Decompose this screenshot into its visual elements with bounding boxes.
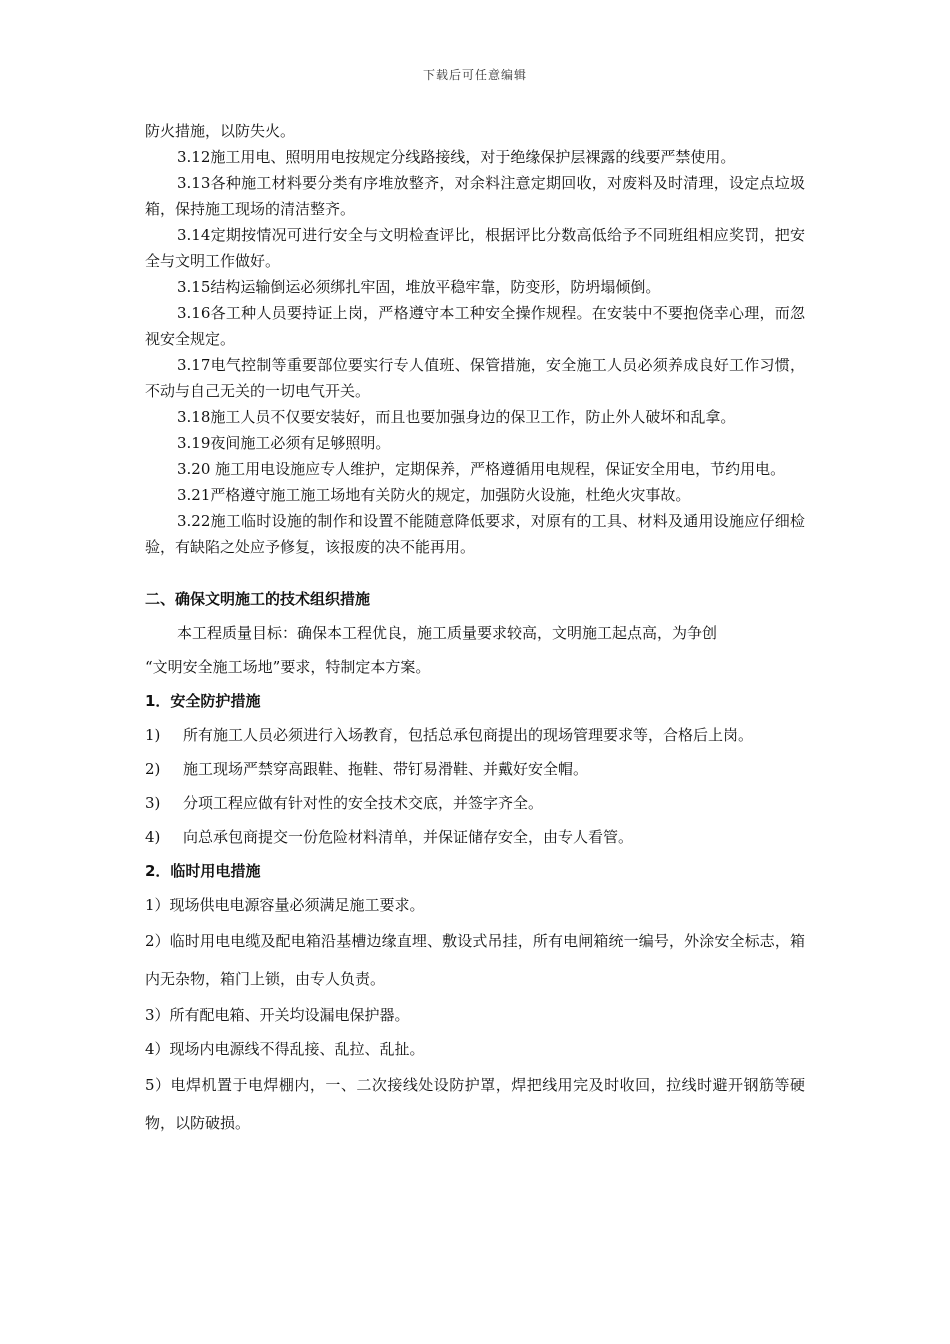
list-text: 所有施工人员必须进行入场教育，包括总承包商提出的现场管理要求等，合格后上岗。 xyxy=(183,726,754,744)
paragraph: 3.13各种施工材料要分类有序堆放整齐，对余料注意定期回收，对废料及时清理，设定点垃圾箱，保持施工现场的清洁整齐。 xyxy=(145,174,805,218)
paragraph: 3.14定期按情况可进行安全与文明检查评比，根据评比分数高低给予不同班组相应奖罚，把安全与文明工作做好。 xyxy=(145,226,805,270)
list-item: 4）现场内电源线不得乱接、乱拉、乱扯。 xyxy=(145,1040,425,1058)
list-text: 施工现场严禁穿高跟鞋、拖鞋、带钉易滑鞋、并戴好安全帽。 xyxy=(183,760,589,778)
paragraph: 3.12施工用电、照明用电按规定分线路接线，对于绝缘保护层裸露的线要严禁使用。 xyxy=(177,148,736,166)
list-text: 分项工程应做有针对性的安全技术交底，并签字齐全。 xyxy=(183,794,544,812)
list-item xyxy=(145,752,805,786)
list-item xyxy=(145,820,805,854)
list-number: 2) xyxy=(145,760,161,778)
paragraph: 3.19夜间施工必须有足够照明。 xyxy=(177,434,391,452)
list-number: 1) xyxy=(145,726,161,744)
list-item xyxy=(145,786,805,820)
paragraph: 3.22施工临时设施的制作和设置不能随意降低要求，对原有的工具、材料及通用设施应仔细检验，有缺陷之处应予修复，该报废的决不能再用。 xyxy=(145,512,805,556)
list-item: 2）临时用电电缆及配电箱沿基槽边缘直埋、敷设式吊挂，所有电闸箱统一编号，外涂安全标志，箱内无杂物，箱门上锁，由专人负责。 xyxy=(145,932,805,988)
paragraph: 3.15结构运输倒运必须绑扎牢固，堆放平稳牢靠，防变形，防坍塌倾倒。 xyxy=(177,278,661,296)
page-header: 下载后可任意编辑 xyxy=(422,68,527,82)
subsection-heading: 2．临时用电措施 xyxy=(145,862,261,880)
paragraph: 3.20 施工用电设施应专人维护，定期保养，严格遵循用电规程，保证安全用电，节约用电。 xyxy=(177,460,786,478)
paragraph: 3.17电气控制等重要部位要实行专人值班、保管措施，安全施工人员必须养成良好工作习惯，不动与自己无关的一切电气开关。 xyxy=(145,356,805,400)
section-heading: 二、确保文明施工的技术组织措施 xyxy=(145,590,371,608)
list-item: 3）所有配电箱、开关均设漏电保护器。 xyxy=(145,1006,410,1024)
list-number: 4) xyxy=(145,828,161,846)
document-body xyxy=(145,118,805,1142)
paragraph: 3.21严格遵守施工施工场地有关防火的规定，加强防火设施，杜绝火灾事故。 xyxy=(177,486,691,504)
list-item: 5）电焊机置于电焊棚内，一、二次接线处设防护罩，焊把线用完及时收回，拉线时避开钢筋等硬物，以防破损。 xyxy=(145,1076,805,1132)
paragraph: 3.16各工种人员要持证上岗，严格遵守本工种安全操作规程。在安装中不要抱侥幸心理，而忽视安全规定。 xyxy=(145,304,805,348)
paragraph: 防火措施，以防失火。 xyxy=(145,122,296,140)
list-item xyxy=(145,718,805,752)
subsection-heading: 1．安全防护措施 xyxy=(145,692,261,710)
list-text: 向总承包商提交一份危险材料清单，并保证储存安全，由专人看管。 xyxy=(183,828,634,846)
paragraph: 3.18施工人员不仅要安装好，而且也要加强身边的保卫工作，防止外人破坏和乱拿。 xyxy=(177,408,736,426)
intro-paragraph: 本工程质量目标：确保本工程优良，施工质量要求较高，文明施工起点高，为争创 xyxy=(177,624,718,642)
list-item: 1）现场供电电源容量必须满足施工要求。 xyxy=(145,896,425,914)
intro-paragraph: “文明安全施工场地”要求，特制定本方案。 xyxy=(145,658,431,676)
list-number: 3) xyxy=(145,794,161,812)
